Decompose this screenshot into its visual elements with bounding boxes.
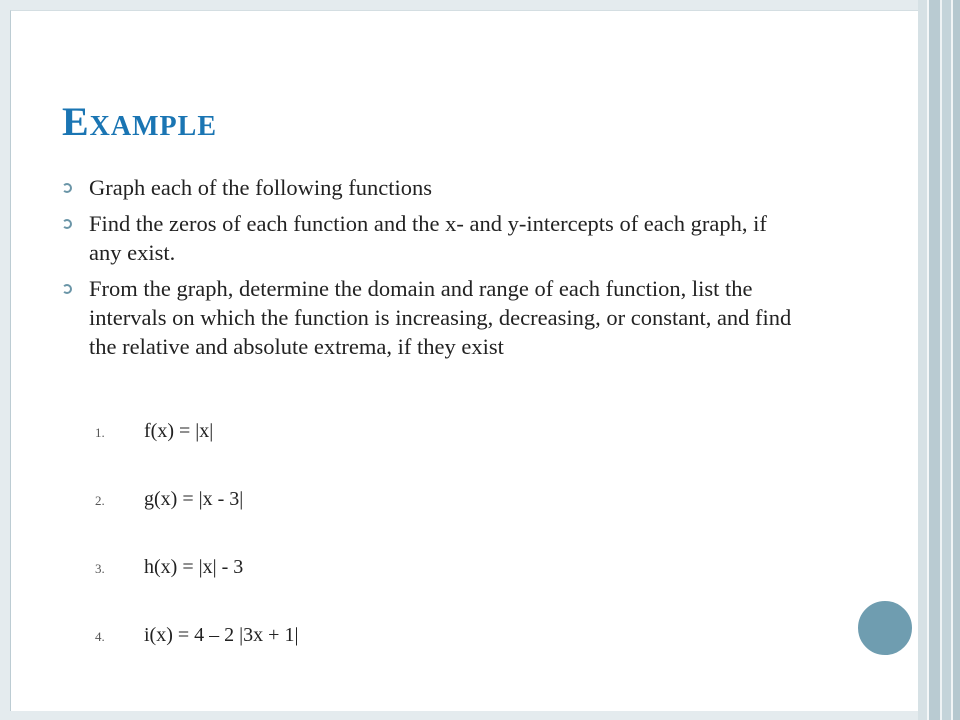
slide-title: Example — [62, 99, 218, 144]
function-expression: g(x) = |x - 3| — [144, 488, 244, 510]
bullet-text: Graph each of the following functions — [89, 175, 433, 200]
function-expression: h(x) = |x| - 3 — [144, 556, 244, 578]
bullet-icon — [62, 284, 72, 294]
bullet-text: From the graph, determine the domain and range of each function, list the intervals on which the function is increasing, decreasing, or constant, and find the relative and absolute extrema, if they exist — [89, 276, 792, 359]
decor-stripe — [918, 0, 927, 720]
function-number: 3. — [95, 561, 105, 576]
decor-stripe — [942, 0, 951, 720]
bullet-item — [62, 209, 802, 267]
decor-stripe — [953, 0, 960, 720]
bullet-item — [62, 173, 802, 202]
function-expression: i(x) = 4 – 2 |3x + 1| — [144, 624, 299, 646]
function-number: 2. — [95, 493, 105, 508]
bullet-icon — [62, 183, 72, 193]
bullet-list — [62, 173, 802, 368]
function-number: 4. — [95, 629, 105, 644]
function-number: 1. — [95, 425, 105, 440]
bullet-item — [62, 274, 802, 361]
bullet-text: Find the zeros of each function and the x- and y-intercepts of each graph, if any exist. — [89, 211, 767, 265]
bullet-icon — [62, 219, 72, 229]
decor-circle — [855, 598, 915, 658]
decor-stripe — [929, 0, 940, 720]
function-expression: f(x) = |x| — [144, 420, 214, 442]
